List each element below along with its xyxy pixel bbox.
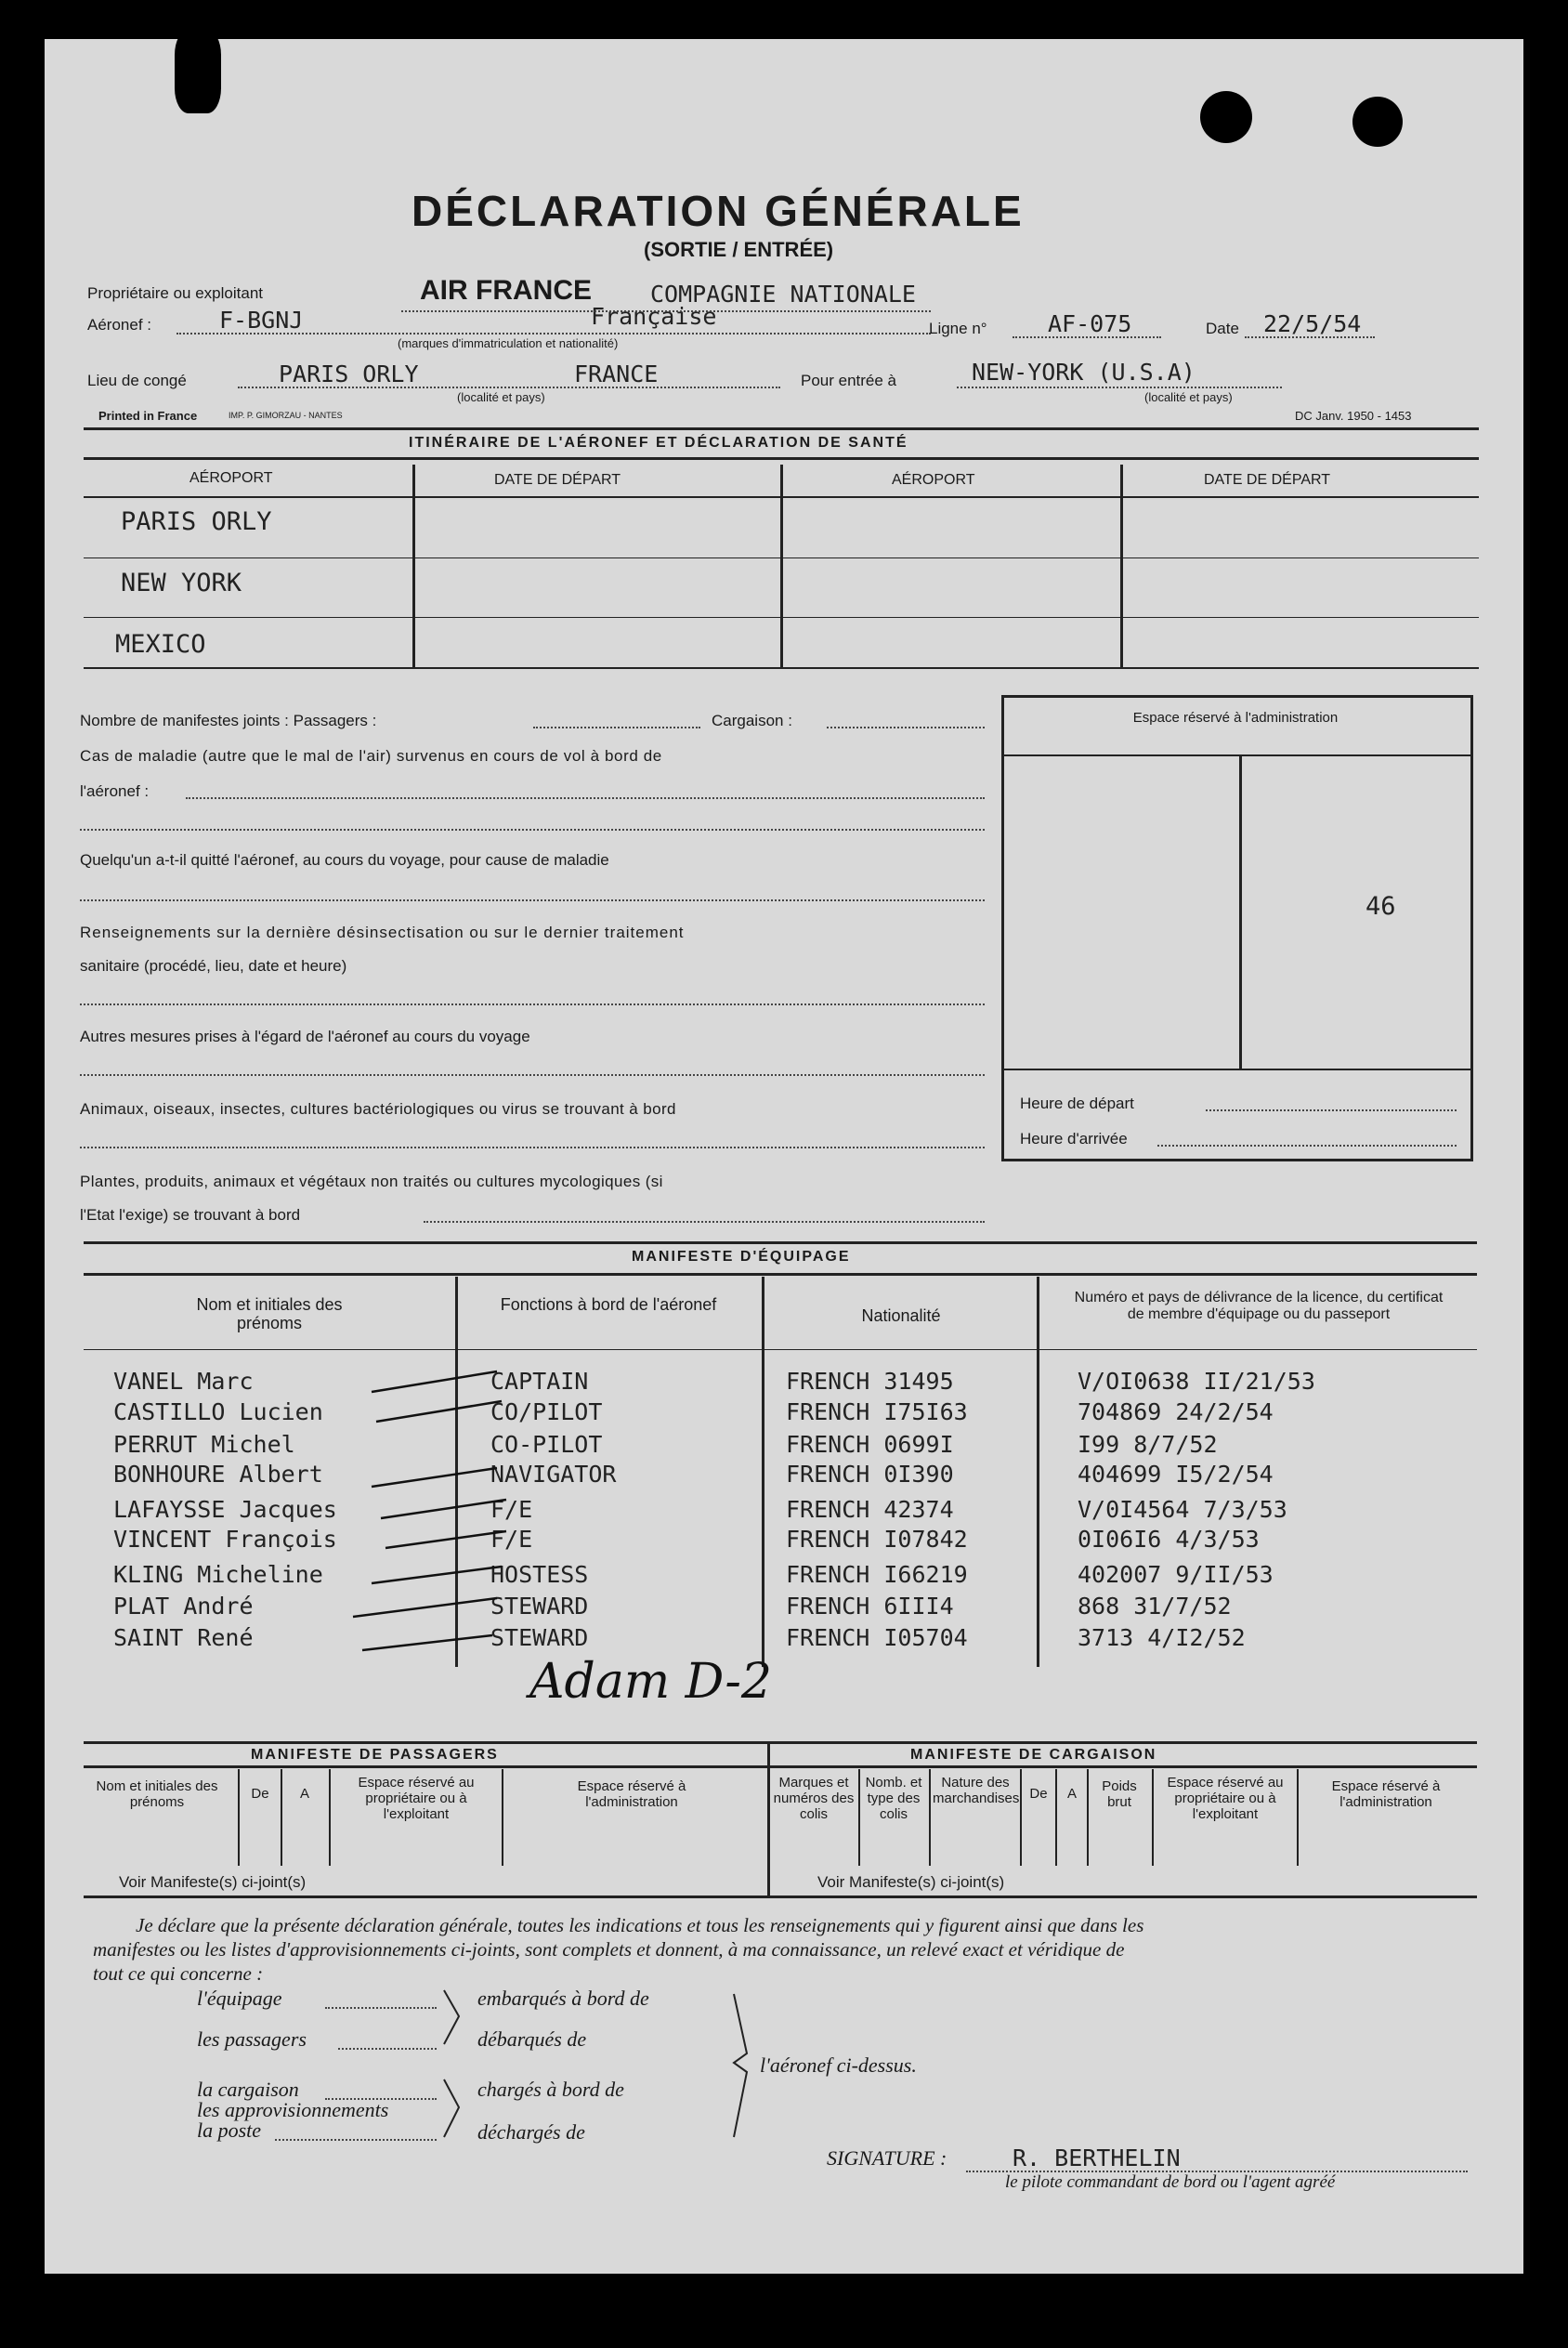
date-value: 22/5/54: [1263, 310, 1362, 337]
departure-label: Lieu de congé: [87, 372, 187, 389]
arrival-time-label: Heure d'arrivée: [1020, 1130, 1128, 1148]
cargo-col-nature: Nature des marchandises: [933, 1775, 1020, 1806]
cargo-label: Cargaison :: [712, 712, 792, 729]
measures-label: Autres mesures prises à l'égard de l'aéronef au cours du voyage: [80, 1028, 530, 1045]
signature-value: R. BERTHELIN: [1013, 2145, 1181, 2171]
crew-col-function: Fonctions à bord de l'aéronef: [500, 1295, 717, 1314]
crew-licence-2: 704869 24/2/54: [1078, 1398, 1274, 1425]
illness-label-2: l'aéronef :: [80, 782, 150, 800]
cargo-col-owner: Espace réservé au propriétaire ou à l'exploitant: [1167, 1775, 1284, 1822]
disinsection-label-2: sanitaire (procédé, lieu, date et heure): [80, 957, 347, 975]
crew-name-7: KLING Micheline: [113, 1561, 323, 1588]
crew-col-licence: Numéro et pays de délivrance de la licence, du certificat de membre d'équipage ou du passeport: [1074, 1290, 1444, 1322]
crew-function-9: STEWARD: [490, 1624, 589, 1651]
passengers-col-name: Nom et initiales des prénoms: [96, 1778, 218, 1810]
itinerary-airport-3: MEXICO: [115, 630, 206, 659]
declaration-unloaded: déchargés de: [477, 2120, 585, 2144]
declaration-supplies: les approvisionnements: [197, 2098, 389, 2121]
declaration-line-3: tout ce qui concerne :: [93, 1962, 264, 1985]
illness-label: Cas de maladie (autre que le mal de l'air) survenus en cours de vol à bord de: [80, 747, 662, 765]
crew-nationality-8: FRENCH 6III4: [786, 1593, 954, 1620]
animals-label: Animaux, oiseaux, insectes, cultures bactériologiques ou virus se trouvant à bord: [80, 1100, 676, 1118]
plants-label-2: l'Etat l'exige) se trouvant à bord: [80, 1206, 301, 1224]
itinerary-airport-1: PARIS ORLY: [121, 507, 272, 536]
admin-title: Espace réservé à l'administration: [1132, 710, 1339, 726]
passengers-see-attached: Voir Manifeste(s) ci-joint(s): [119, 1873, 307, 1891]
itinerary-airport-2: NEW YORK: [121, 569, 242, 597]
page-subtitle: (SORTIE / ENTRÉE): [644, 238, 834, 261]
aircraft-label: Aéronef :: [87, 316, 151, 334]
cargo-col-number: Nomb. et type des colis: [865, 1775, 922, 1822]
declaration-aircraft: l'aéronef ci-dessus.: [760, 2053, 917, 2077]
crew-name-6: VINCENT François: [113, 1526, 337, 1553]
crew-name-3: PERRUT Michel: [113, 1431, 295, 1458]
disinsection-label: Renseignements sur la dernière désinsectisation ou sur le dernier traitement: [80, 924, 685, 941]
left-aircraft-label: Quelqu'un a-t-il quitté l'aéronef, au cours du voyage, pour cause de maladie: [80, 851, 609, 869]
declaration-line-1: Je déclare que la présente déclaration générale, toutes les indications et tous les renseignements qui y figurent ainsi que dans les: [136, 1914, 1144, 1936]
owner-typed: COMPAGNIE NATIONALE: [650, 281, 916, 308]
crew-nationality-1: FRENCH 31495: [786, 1368, 954, 1395]
entry-note: (localité et pays): [1144, 390, 1233, 404]
cargo-see-attached: Voir Manifeste(s) ci-joint(s): [817, 1873, 1005, 1891]
passengers-col-a: A: [299, 1786, 309, 1802]
itinerary-heading: ITINÉRAIRE DE L'AÉRONEF ET DÉCLARATION DE SANTÉ: [409, 435, 908, 451]
crew-function-2: CO/PILOT: [490, 1398, 603, 1425]
declaration-cargo: la cargaison: [197, 2078, 299, 2101]
plants-label: Plantes, produits, animaux et végétaux non traités ou cultures mycologiques (si: [80, 1173, 663, 1190]
passengers-col-admin: Espace réservé à l'administration: [577, 1778, 686, 1810]
crew-nationality-9: FRENCH I05704: [786, 1624, 968, 1651]
crew-nationality-4: FRENCH 0I390: [786, 1461, 954, 1488]
printer: IMP. P. GIMORZAU - NANTES: [229, 411, 343, 420]
crew-nationality-7: FRENCH I66219: [786, 1561, 968, 1588]
crew-nationality-3: FRENCH 0699I: [786, 1431, 954, 1458]
crew-name-2: CASTILLO Lucien: [113, 1398, 323, 1425]
page-title: DÉCLARATION GÉNÉRALE: [412, 187, 1025, 235]
crew-licence-6: 0I06I6 4/3/53: [1078, 1526, 1260, 1553]
line-value: AF-075: [1048, 310, 1132, 337]
crew-name-1: VANEL Marc: [113, 1368, 254, 1395]
crew-function-8: STEWARD: [490, 1593, 589, 1620]
departure-country: FRANCE: [574, 361, 659, 387]
aircraft-note: (marques d'immatriculation et nationalité): [398, 336, 619, 350]
crew-col-nationality: Nationalité: [861, 1306, 941, 1325]
manifests-label: Nombre de manifestes joints : Passagers :: [80, 712, 377, 729]
passengers-col-de: De: [251, 1786, 269, 1802]
owner-typed-2: Française: [591, 303, 717, 330]
crew-nationality-6: FRENCH I07842: [786, 1526, 968, 1553]
crew-nationality-5: FRENCH 42374: [786, 1496, 954, 1523]
form-ref: DC Janv. 1950 - 1453: [1295, 409, 1412, 423]
crew-licence-3: I99 8/7/52: [1078, 1431, 1218, 1458]
crew-handwritten-note: Adam D-2: [529, 1654, 772, 1710]
declaration-disembarked: débarqués de: [477, 2027, 587, 2051]
cargo-col-a: A: [1066, 1786, 1077, 1802]
declaration-passengers: les passagers: [197, 2027, 307, 2051]
crew-licence-7: 402007 9/II/53: [1078, 1561, 1274, 1588]
cargo-col-de: De: [1029, 1786, 1048, 1802]
col-airport-2: AÉROPORT: [892, 472, 975, 488]
crew-name-5: LAFAYSSE Jacques: [113, 1496, 337, 1523]
departure-value: PARIS ORLY: [279, 361, 419, 387]
crew-function-7: HOSTESS: [490, 1561, 589, 1588]
crew-function-4: NAVIGATOR: [490, 1461, 617, 1488]
crew-function-3: CO-PILOT: [490, 1431, 603, 1458]
crew-licence-4: 404699 I5/2/54: [1078, 1461, 1274, 1488]
passengers-col-owner: Espace réservé au propriétaire ou à l'exploitant: [358, 1775, 475, 1822]
crew-name-8: PLAT André: [113, 1593, 254, 1620]
departure-note: (localité et pays): [457, 390, 545, 404]
date-label: Date: [1206, 320, 1239, 337]
crew-col-name: Nom et initiales des prénoms: [196, 1295, 343, 1332]
printed-in: Printed in France: [98, 409, 198, 423]
crew-licence-8: 868 31/7/52: [1078, 1593, 1232, 1620]
col-date-1: DATE DE DÉPART: [494, 472, 621, 488]
signature-label: SIGNATURE :: [827, 2146, 947, 2170]
crew-licence-5: V/0I4564 7/3/53: [1078, 1496, 1287, 1523]
cargo-col-admin: Espace réservé à l'administration: [1331, 1778, 1441, 1810]
aircraft-value: F-BGNJ: [219, 307, 304, 334]
crew-licence-1: V/OI0638 II/21/53: [1078, 1368, 1315, 1395]
declaration-mail: la poste: [197, 2118, 262, 2142]
declaration-embarked: embarqués à bord de: [477, 1987, 649, 2010]
line-label: Ligne n°: [929, 320, 987, 337]
owner-label: Propriétaire ou exploitant: [87, 284, 264, 302]
entry-label: Pour entrée à: [801, 372, 897, 389]
declaration-loaded: chargés à bord de: [477, 2078, 624, 2101]
cargo-col-marks: Marques et numéros des colis: [773, 1775, 855, 1822]
owner-value: AIR FRANCE: [420, 275, 592, 306]
crew-function-5: F/E: [490, 1496, 533, 1523]
departure-time-label: Heure de départ: [1020, 1095, 1134, 1112]
crew-name-9: SAINT René: [113, 1624, 254, 1651]
declaration-line-2: manifestes ou les listes d'approvisionnements ci-joints, sont complets et donnent, à ma connaissance, un relevé exact et véridique de: [93, 1938, 1125, 1961]
crew-licence-9: 3713 4/I2/52: [1078, 1624, 1246, 1651]
declaration-crew: l'équipage: [197, 1987, 282, 2010]
entry-value: NEW-YORK (U.S.A): [972, 359, 1196, 386]
crew-nationality-2: FRENCH I75I63: [786, 1398, 968, 1425]
col-airport-1: AÉROPORT: [189, 470, 273, 486]
crew-name-4: BONHOURE Albert: [113, 1461, 323, 1488]
cargo-heading: MANIFESTE DE CARGAISON: [910, 1747, 1157, 1763]
passengers-heading: MANIFESTE DE PASSAGERS: [251, 1747, 499, 1763]
crew-function-1: CAPTAIN: [490, 1368, 589, 1395]
crew-heading: MANIFESTE D'ÉQUIPAGE: [632, 1249, 851, 1265]
crew-function-6: F/E: [490, 1526, 533, 1553]
col-date-2: DATE DE DÉPART: [1204, 472, 1331, 488]
admin-number: 46: [1365, 892, 1396, 921]
cargo-col-weight: Poids brut: [1102, 1778, 1137, 1810]
signature-note: le pilote commandant de bord ou l'agent agréé: [1005, 2172, 1336, 2192]
